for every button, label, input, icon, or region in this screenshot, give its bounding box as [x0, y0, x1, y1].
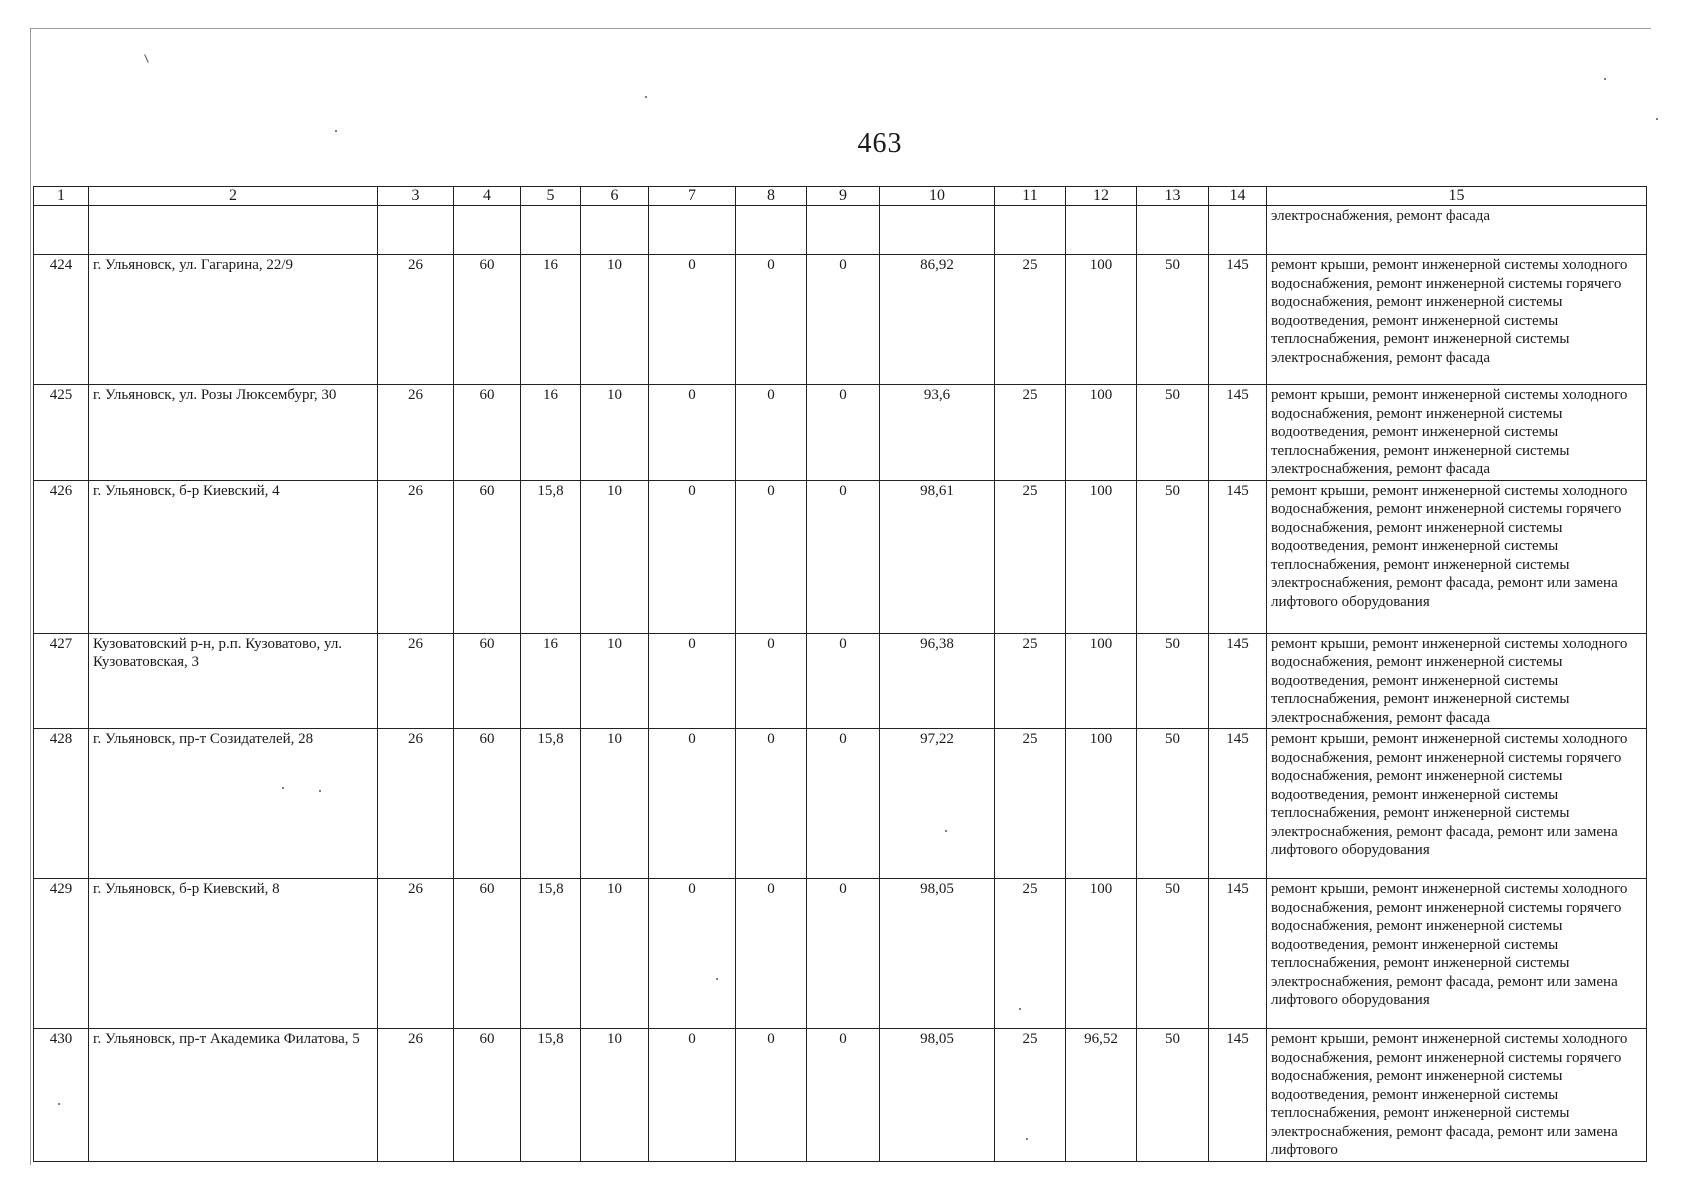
row-number: 428 — [34, 729, 89, 879]
cell: 15,8 — [521, 879, 581, 1029]
column-header: 7 — [649, 187, 736, 206]
address-cell: г. Ульяновск, б-р Киевский, 4 — [89, 480, 378, 633]
cell: 100 — [1066, 255, 1137, 385]
address-cell: Кузоватовский р-н, р.п. Кузоватово, ул. Кузоватовская, 3 — [89, 633, 378, 729]
cell: 145 — [1209, 729, 1267, 879]
table-row — [34, 879, 1647, 1029]
cell: 97,22 — [880, 729, 995, 879]
cell: 26 — [378, 879, 454, 1029]
cell — [1209, 206, 1267, 255]
cell: 60 — [454, 480, 521, 633]
cell: 10 — [581, 879, 649, 1029]
cell — [1137, 206, 1209, 255]
row-number: 425 — [34, 385, 89, 481]
column-header: 15 — [1267, 187, 1647, 206]
cell: 0 — [649, 255, 736, 385]
cell: 26 — [378, 633, 454, 729]
column-header: 5 — [521, 187, 581, 206]
cell: 25 — [995, 480, 1066, 633]
column-header: 1 — [34, 187, 89, 206]
cell: 10 — [581, 385, 649, 481]
works-cell: ремонт крыши, ремонт инженерной системы холодного водоснабжения, ремонт инженерной системы водоотведения, ремонт инженерной системы теплоснабжения, ремонт инженерной системы электроснабжения, ремонт фасада — [1267, 633, 1647, 729]
cell: 100 — [1066, 729, 1137, 879]
column-header: 2 — [89, 187, 378, 206]
cell: 60 — [454, 255, 521, 385]
row-number: 430 — [34, 1029, 89, 1162]
cell — [736, 206, 807, 255]
table-row — [34, 633, 1647, 729]
cell: 100 — [1066, 879, 1137, 1029]
cell: 0 — [649, 1029, 736, 1162]
cell — [34, 206, 89, 255]
cell: 0 — [649, 385, 736, 481]
cell: 0 — [807, 255, 880, 385]
table-row — [34, 729, 1647, 879]
cell: 25 — [995, 633, 1066, 729]
cell: 0 — [649, 729, 736, 879]
cell: 15,8 — [521, 1029, 581, 1162]
cell: 0 — [736, 255, 807, 385]
cell: 60 — [454, 879, 521, 1029]
cell: 10 — [581, 480, 649, 633]
cell: 0 — [736, 879, 807, 1029]
cell: 25 — [995, 385, 1066, 481]
cell: 60 — [454, 385, 521, 481]
cell: 145 — [1209, 480, 1267, 633]
cell: 0 — [736, 633, 807, 729]
cell: 145 — [1209, 1029, 1267, 1162]
cell: 16 — [521, 255, 581, 385]
scan-speck — [1656, 118, 1658, 120]
scan-speck — [1026, 1138, 1028, 1140]
cell — [89, 206, 378, 255]
cell: 0 — [807, 385, 880, 481]
register-table — [33, 186, 1647, 1162]
works-cell: ремонт крыши, ремонт инженерной системы холодного водоснабжения, ремонт инженерной системы водоотведения, ремонт инженерной системы теплоснабжения, ремонт инженерной системы электроснабжения, ремонт фасада — [1267, 385, 1647, 481]
cell: 50 — [1137, 480, 1209, 633]
column-header: 8 — [736, 187, 807, 206]
address-cell: г. Ульяновск, ул. Гагарина, 22/9 — [89, 255, 378, 385]
cell: 145 — [1209, 633, 1267, 729]
column-number-row — [34, 187, 1647, 206]
address-cell: г. Ульяновск, пр-т Академика Филатова, 5 — [89, 1029, 378, 1162]
cell: 0 — [649, 480, 736, 633]
cell: 16 — [521, 385, 581, 481]
cell — [1066, 206, 1137, 255]
cell: 15,8 — [521, 480, 581, 633]
scan-speck — [335, 130, 337, 132]
cell: 0 — [736, 1029, 807, 1162]
cell: 0 — [736, 385, 807, 481]
cell: 16 — [521, 633, 581, 729]
cell — [521, 206, 581, 255]
cell — [995, 206, 1066, 255]
cell: 98,05 — [880, 1029, 995, 1162]
scan-speck — [945, 830, 947, 832]
scan-speck — [716, 978, 718, 980]
row-number: 429 — [34, 879, 89, 1029]
cell: 98,61 — [880, 480, 995, 633]
table-row — [34, 1029, 1647, 1162]
column-header: 10 — [880, 187, 995, 206]
cell — [807, 206, 880, 255]
cell: 0 — [649, 879, 736, 1029]
cell — [581, 206, 649, 255]
address-cell: г. Ульяновск, пр-т Созидателей, 28 — [89, 729, 378, 879]
works-cell: электроснабжения, ремонт фасада — [1267, 206, 1647, 255]
works-cell: ремонт крыши, ремонт инженерной системы холодного водоснабжения, ремонт инженерной системы горячего водоснабжения, ремонт инженерной системы водоотведения, ремонт инженерной системы теплоснабжения, ремонт инженерной системы электроснабжения, ремонт фасада, ремонт или замена лифтового — [1267, 1029, 1647, 1162]
cell: 0 — [807, 1029, 880, 1162]
cell: 26 — [378, 385, 454, 481]
row-number: 427 — [34, 633, 89, 729]
cell: 60 — [454, 729, 521, 879]
cell: 25 — [995, 879, 1066, 1029]
cell: 145 — [1209, 255, 1267, 385]
scan-speck — [282, 787, 284, 789]
column-header: 11 — [995, 187, 1066, 206]
cell: 145 — [1209, 385, 1267, 481]
row-number: 424 — [34, 255, 89, 385]
column-header: 6 — [581, 187, 649, 206]
column-header: 4 — [454, 187, 521, 206]
cell: 26 — [378, 480, 454, 633]
cell: 0 — [807, 729, 880, 879]
column-header: 12 — [1066, 187, 1137, 206]
cell: 0 — [807, 633, 880, 729]
works-cell: ремонт крыши, ремонт инженерной системы холодного водоснабжения, ремонт инженерной системы горячего водоснабжения, ремонт инженерной системы водоотведения, ремонт инженерной системы теплоснабжения, ремонт инженерной системы электроснабжения, ремонт фасада, ремонт или замена лифтового оборудования — [1267, 480, 1647, 633]
cell: 10 — [581, 633, 649, 729]
cell: 0 — [649, 633, 736, 729]
cell: 96,38 — [880, 633, 995, 729]
cell: 86,92 — [880, 255, 995, 385]
cell: 50 — [1137, 879, 1209, 1029]
cell: 50 — [1137, 633, 1209, 729]
cell: 10 — [581, 1029, 649, 1162]
cell: 25 — [995, 255, 1066, 385]
cell: 10 — [581, 729, 649, 879]
works-cell: ремонт крыши, ремонт инженерной системы холодного водоснабжения, ремонт инженерной системы горячего водоснабжения, ремонт инженерной системы водоотведения, ремонт инженерной системы теплоснабжения, ремонт инженерной системы электроснабжения, ремонт фасада, ремонт или замена лифтового оборудования — [1267, 879, 1647, 1029]
cell: 60 — [454, 1029, 521, 1162]
cell: 100 — [1066, 480, 1137, 633]
cell: 50 — [1137, 1029, 1209, 1162]
scan-speck — [1019, 1008, 1021, 1010]
cell: 26 — [378, 729, 454, 879]
address-cell: г. Ульяновск, б-р Киевский, 8 — [89, 879, 378, 1029]
column-header: 3 — [378, 187, 454, 206]
works-cell: ремонт крыши, ремонт инженерной системы холодного водоснабжения, ремонт инженерной системы горячего водоснабжения, ремонт инженерной системы водоотведения, ремонт инженерной системы теплоснабжения, ремонт инженерной системы электроснабжения, ремонт фасада, ремонт или замена лифтового оборудования — [1267, 729, 1647, 879]
cell: 10 — [581, 255, 649, 385]
table-row — [34, 385, 1647, 481]
cell: 0 — [736, 480, 807, 633]
cell: 50 — [1137, 255, 1209, 385]
cell: 98,05 — [880, 879, 995, 1029]
table-row — [34, 255, 1647, 385]
cell: 25 — [995, 1029, 1066, 1162]
cell: 0 — [736, 729, 807, 879]
table-row — [34, 480, 1647, 633]
column-header: 13 — [1137, 187, 1209, 206]
cell: 96,52 — [1066, 1029, 1137, 1162]
cell: 100 — [1066, 385, 1137, 481]
cell — [880, 206, 995, 255]
cell: 25 — [995, 729, 1066, 879]
cell: 145 — [1209, 879, 1267, 1029]
cell: 50 — [1137, 729, 1209, 879]
cell: 15,8 — [521, 729, 581, 879]
row-number: 426 — [34, 480, 89, 633]
address-cell: г. Ульяновск, ул. Розы Люксембург, 30 — [89, 385, 378, 481]
cell — [454, 206, 521, 255]
scan-speck — [319, 790, 321, 792]
cell — [378, 206, 454, 255]
cell: 0 — [807, 480, 880, 633]
column-header: 9 — [807, 187, 880, 206]
scan-speck — [645, 96, 647, 98]
cell: 93,6 — [880, 385, 995, 481]
cell: 100 — [1066, 633, 1137, 729]
continuation-row — [34, 206, 1647, 255]
column-header: 14 — [1209, 187, 1267, 206]
cell: 26 — [378, 255, 454, 385]
works-cell: ремонт крыши, ремонт инженерной системы холодного водоснабжения, ремонт инженерной системы горячего водоснабжения, ремонт инженерной системы водоотведения, ремонт инженерной системы теплоснабжения, ремонт инженерной системы электроснабжения, ремонт фасада — [1267, 255, 1647, 385]
cell: 26 — [378, 1029, 454, 1162]
scan-speck — [58, 1103, 60, 1105]
scan-speck — [1604, 78, 1606, 80]
cell: 50 — [1137, 385, 1209, 481]
cell — [649, 206, 736, 255]
cell: 60 — [454, 633, 521, 729]
page-number: 463 — [857, 128, 903, 159]
cell: 0 — [807, 879, 880, 1029]
